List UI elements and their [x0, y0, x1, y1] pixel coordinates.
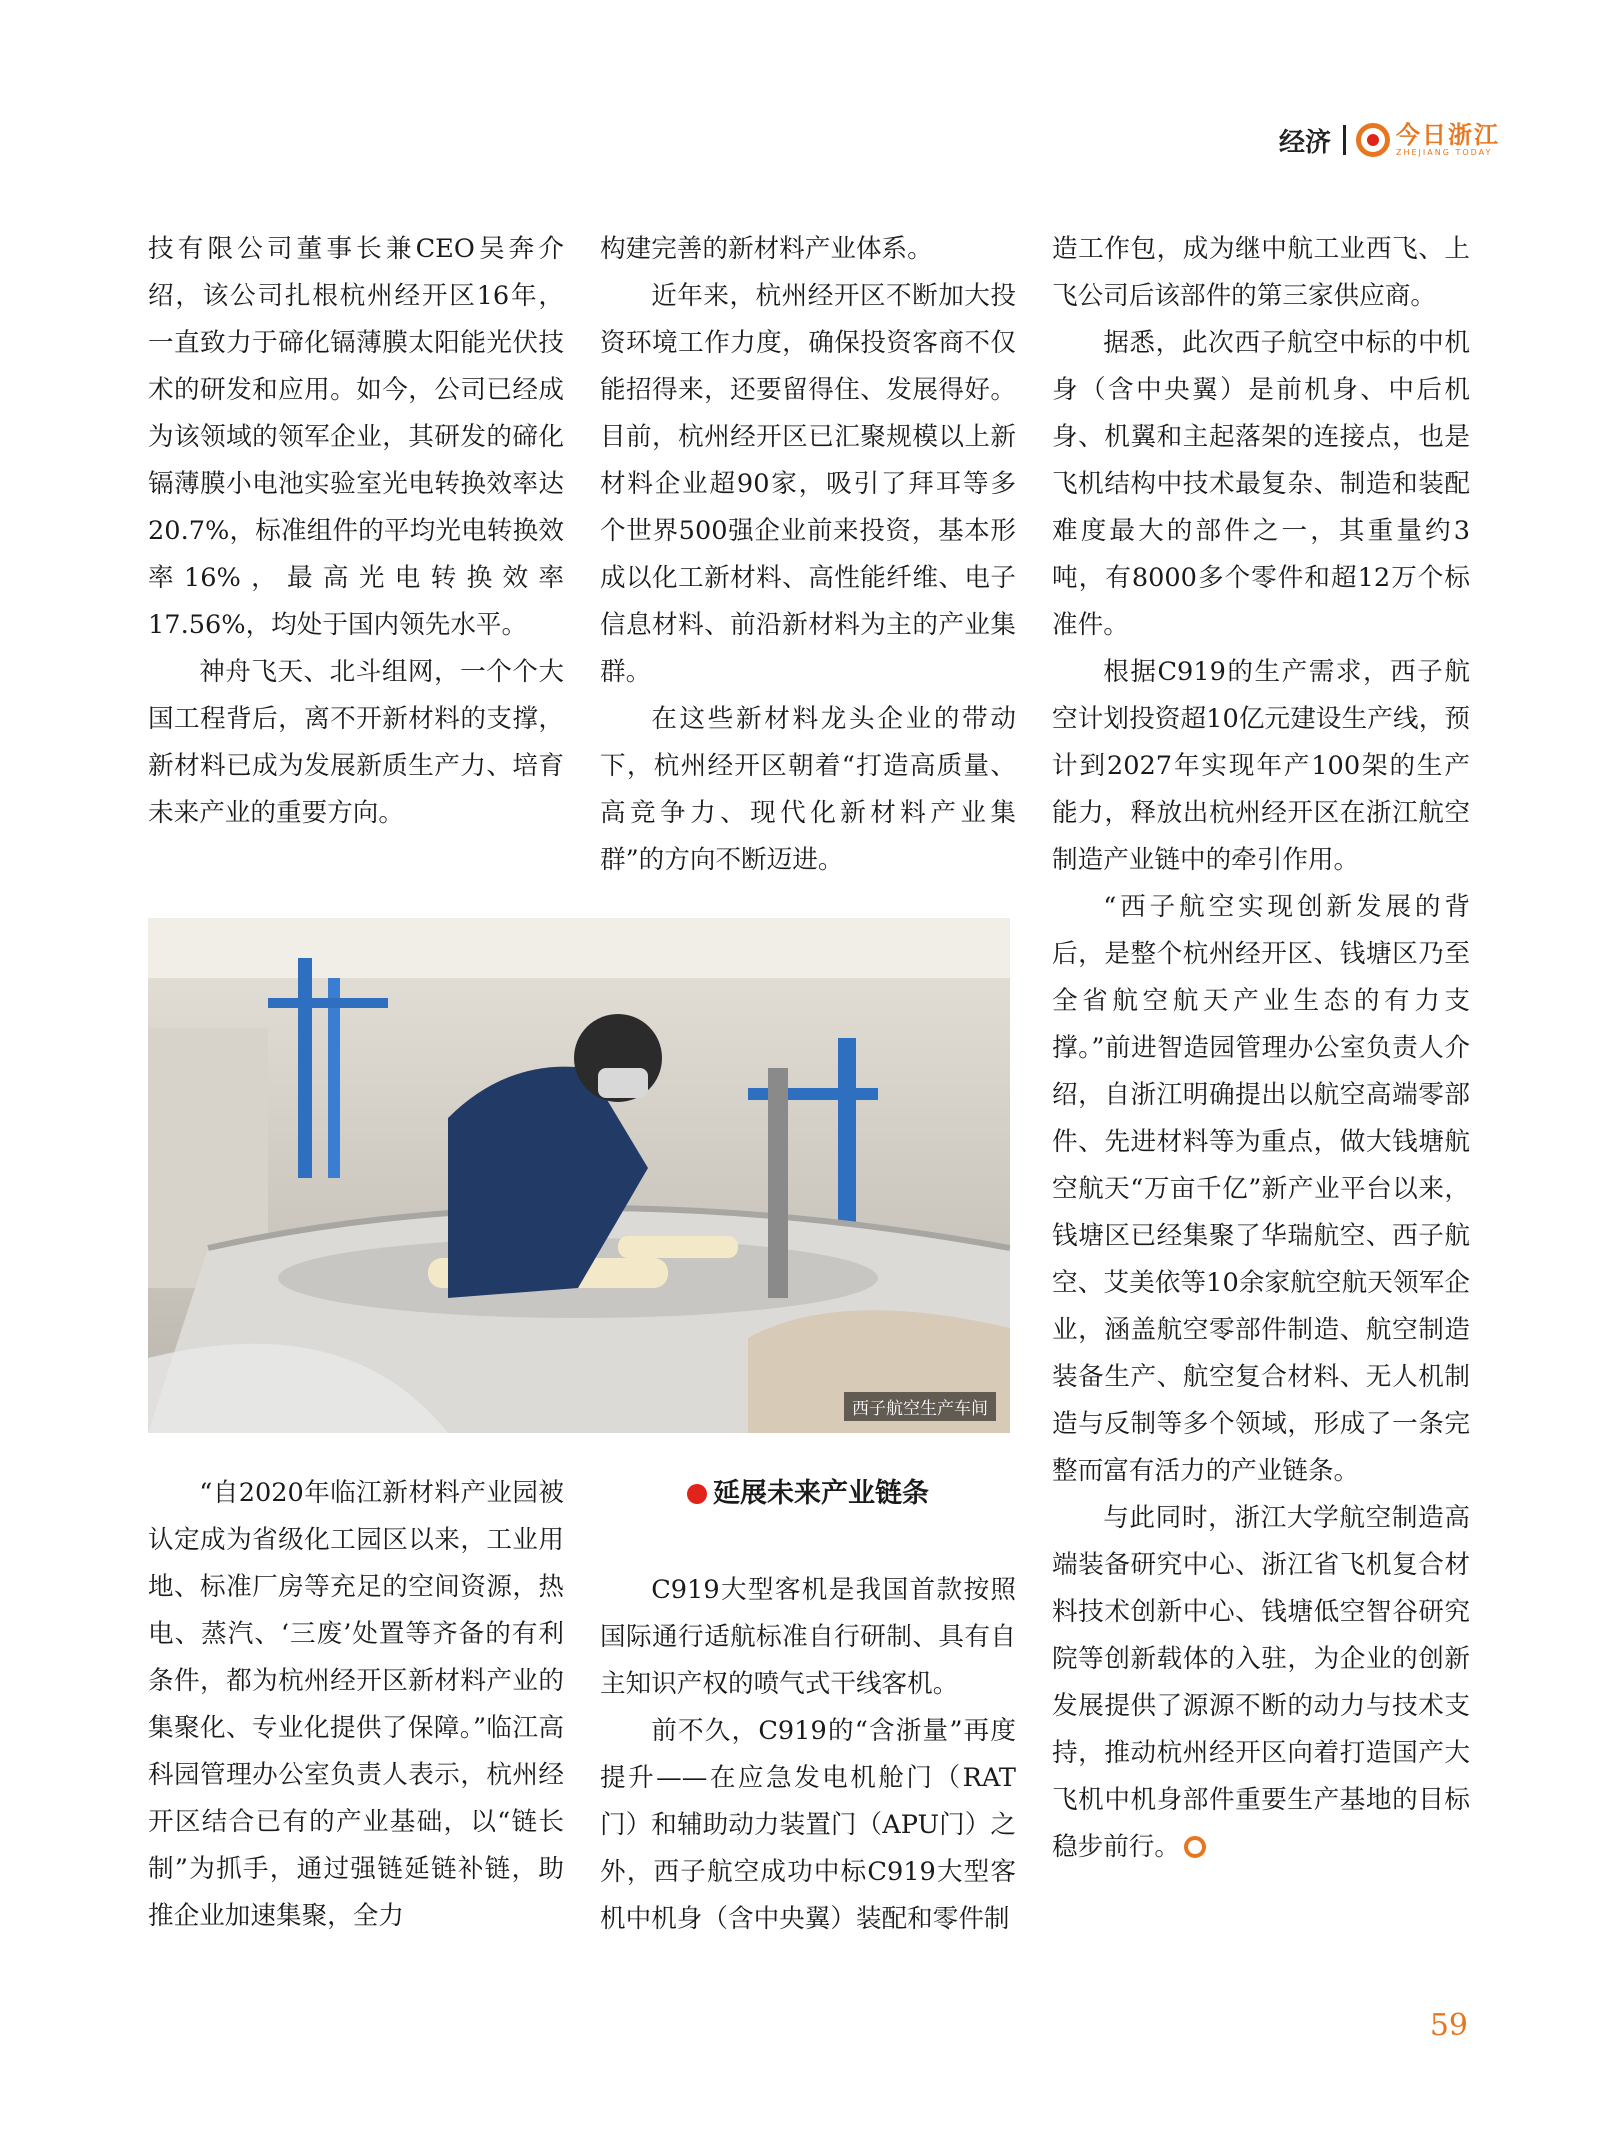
paragraph: 前不久，C919的“含浙量”再度提升——在应急发电机舱门（RAT门）和辅助动力装置门（APU门）之外，西子航空成功中标C919大型客机中机身（含中央翼）装配和零件制 [600, 1716, 1016, 1934]
paragraph: 在这些新材料龙头企业的带动下，杭州经开区朝着“打造高质量、高竞争力、现代化新材料产业集群”的方向不断迈进。 [600, 704, 1016, 875]
paragraph: 造工作包，成为继中航工业西飞、上飞公司后该部件的第三家供应商。 [1052, 234, 1470, 311]
subheading-text: 延展未来产业链条 [713, 1478, 929, 1509]
logo-chinese: 今日浙江 [1396, 121, 1500, 149]
paragraph: 神舟飞天、北斗组网，一个个大国工程背后，离不开新材料的支撑，新材料已成为发展新质生产力、培育未来产业的重要方向。 [148, 657, 564, 828]
section-label: 经济 [1278, 127, 1331, 158]
photo-illustration [148, 918, 1010, 1433]
column-1-top [148, 226, 564, 837]
page-header [1279, 118, 1500, 162]
column-2-top [600, 226, 1016, 884]
bullet-dot-icon [687, 1484, 707, 1504]
column-1-bottom [148, 1470, 564, 1940]
factory-photo [148, 918, 1010, 1433]
paragraph: “自2020年临江新材料产业园被认定成为省级化工园区以来，工业用地、标准厂房等充足的空间资源，热电、蒸汽、‘三废’处置等齐备的有利条件，都为杭州经开区新材料产业的集聚化、专业化提供了保障。”临江高科园管理办公室负责人表示，杭州经开区结合已有的产业基础，以“链长制”为抓手，通过强链延链补链，助推企业加速集聚，全力 [148, 1478, 564, 1931]
paragraph-text: 与此同时，浙江大学航空制造高端装备研究中心、浙江省飞机复合材料技术创新中心、钱塘低空智谷研究院等创新载体的入驻，为企业的创新发展提供了源源不断的动力与技术支持，推动杭州经开区向着打造国产大飞机中机身部件重要生产基地的目标稳步前行。 [1052, 1503, 1470, 1862]
paragraph: 构建完善的新材料产业体系。 [600, 234, 933, 264]
paragraph: 技有限公司董事长兼CEO吴奔介绍，该公司扎根杭州经开区16年，一直致力于碲化镉薄膜太阳能光伏技术的研发和应用。如今，公司已经成为该领域的领军企业，其研发的碲化镉薄膜小电池实验室光电转换效率达20.7%，标准组件的平均光电转换效率16%，最高光电转换效率17.56%，均处于国内领先水平。 [148, 234, 564, 640]
paragraph: 据悉，此次西子航空中标的中机身（含中央翼）是前机身、中后机身、机翼和主起落架的连接点，也是飞机结构中技术最复杂、制造和装配难度最大的部件之一，其重量约3吨，有8000多个零件和超12万个标准件。 [1052, 328, 1470, 640]
column-3 [1052, 226, 1470, 1871]
paragraph: 根据C919的生产需求，西子航空计划投资超10亿元建设生产线，预计到2027年实现年产100架的生产能力，释放出杭州经开区在浙江航空制造产业链中的牵引作用。 [1052, 657, 1470, 875]
paragraph: 近年来，杭州经开区不断加大投资环境工作力度，确保投资客商不仅能招得来，还要留得住、发展得好。目前，杭州经开区已汇聚规模以上新材料企业超90家，吸引了拜耳等多个世界500强企业前来投资，基本形成以化工新材料、高性能纤维、电子信息材料、前沿新材料为主的产业集群。 [600, 281, 1016, 687]
column-2-bottom [600, 1470, 1016, 1943]
end-mark-icon [1184, 1836, 1206, 1858]
paragraph: C919大型客机是我国首款按照国际通行适航标准自行研制、具有自主知识产权的喷气式干线客机。 [600, 1575, 1016, 1699]
header-divider [1343, 125, 1346, 155]
logo-english: ZHEJIANG TODAY [1396, 148, 1493, 157]
logo-icon [1356, 123, 1390, 157]
paragraph: “西子航空实现创新发展的背后，是整个杭州经开区、钱塘区乃至全省航空航天产业生态的有力支撑。”前进智造园管理办公室负责人介绍，自浙江明确提出以航空高端零部件、先进材料等为重点，做大钱塘航空航天“万亩千亿”新产业平台以来，钱塘区已经集聚了华瑞航空、西子航空、艾美依等10余家航空航天领军企业，涵盖航空零部件制造、航空制造装备生产、航空复合材料、无人机制造与反制等多个领域，形成了一条完整而富有活力的产业链条。 [1052, 892, 1470, 1486]
magazine-logo [1356, 123, 1500, 157]
photo-caption: 西子航空生产车间 [844, 1392, 996, 1421]
section-subheading [600, 1470, 1016, 1517]
paragraph [1052, 1495, 1470, 1871]
page-number: 59 [1429, 2008, 1468, 2043]
